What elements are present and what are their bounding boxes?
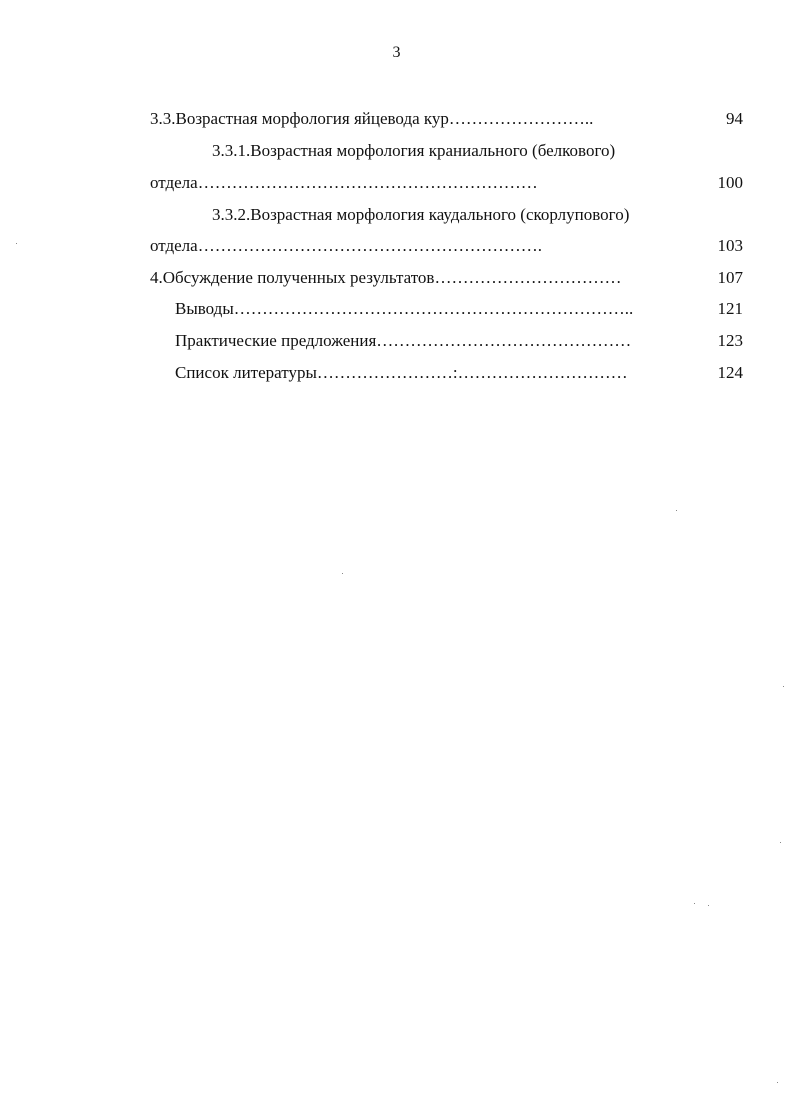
toc-page-4: 107 — [717, 268, 743, 287]
toc-entry-3-3-1: 3.3.1.Возрастная морфология краниального (белкового) — [212, 141, 616, 160]
toc-entry-references: Список литературы……………………:………………………… — [175, 363, 628, 382]
toc-entry-3-3-2: 3.3.2.Возрастная морфология каудального (скорлупового) — [212, 205, 630, 224]
scan-speck — [777, 1082, 778, 1083]
page-number: 3 — [392, 44, 401, 61]
scan-speck — [16, 243, 17, 244]
toc-entry-4: 4.Обсуждение полученных результатов…………………………… — [150, 268, 622, 287]
toc-entry-conclusions: Выводы…………………………………………………………….. — [175, 299, 634, 318]
scan-speck — [708, 905, 709, 906]
toc-entry-practical-proposals: Практические предложения……………………………………… — [175, 331, 632, 350]
scan-speck — [676, 510, 677, 511]
scan-speck — [783, 686, 784, 687]
toc-entry-3-3-2-cont: отдела……………………………………………………. — [150, 236, 542, 255]
toc-page-3-3: 94 — [726, 109, 743, 128]
toc-page-references: 124 — [717, 363, 743, 382]
toc-page-3-3-1: 100 — [717, 173, 743, 192]
toc-page-3-3-2: 103 — [717, 236, 743, 255]
toc-entry-3-3-1-cont: отдела…………………………………………………… — [150, 173, 538, 192]
toc-page-practical-proposals: 123 — [717, 331, 743, 350]
scan-speck — [342, 573, 343, 574]
scan-speck — [780, 842, 781, 843]
toc-entry-3-3: 3.3.Возрастная морфология яйцевода кур…………………….. — [150, 109, 594, 128]
scan-speck — [694, 903, 695, 904]
toc-page-conclusions: 121 — [717, 299, 743, 318]
